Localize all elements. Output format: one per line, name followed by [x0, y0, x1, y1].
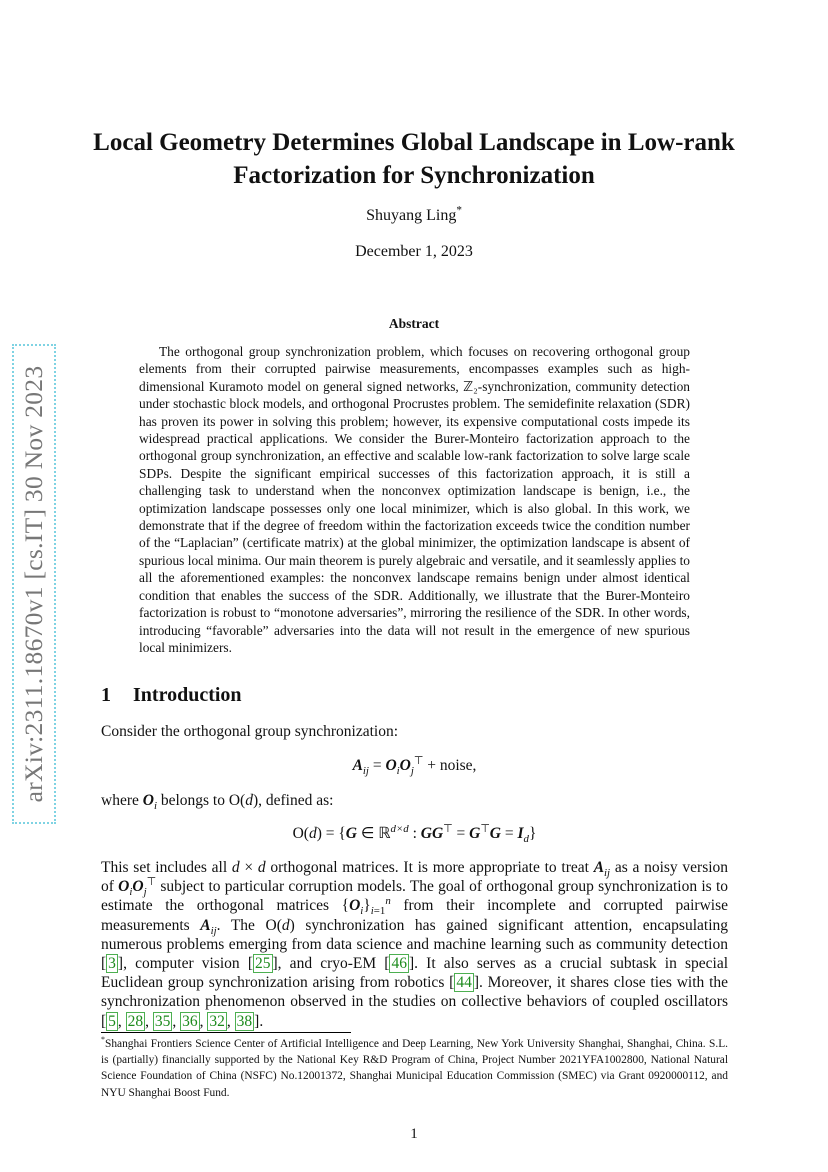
p1-f: . The O(: [216, 916, 282, 934]
author-line: [0, 204, 828, 225]
p1-d: subject to particular corruption models. The goal of orthogonal group synchronization is to estimate the orthogonal matrices: [101, 878, 728, 915]
where-clause: where $O_i$ belongs to O(d), defined as:: [101, 792, 334, 813]
abstract-body: [139, 343, 690, 656]
abstract-text: The orthogonal group synchronization problem, which focuses on recovering orthogonal group elements from their corrupted pairwise measurements, encompasses examples such as high-dimensional Kuramoto model on general signed networks, ℤ₂-synchronization, community detection under stochastic block models, and orthogonal Procrustes problem. The semidefinite relaxation (SDR) has proven its power in solving this problem; however, its expensive computational costs impede its widespread practical applications. We consider the Burer-Monteiro factorization approach to the orthogonal group synchronization, an effective and scalable low-rank factorization to solve large scale SDPs. Despite the significant empirical successes of this factorization approach, it is still a challenging task to understand when the nonconvex optimization landscape is benign, i.e., the optimization landscape possesses only one local minimizer, which is also global. In this work, we demonstrate that if the degree of freedom within the factorization exceeds twice the condition number of the “Laplacian” (certificate matrix) at the global minimizer, the optimization landscape is absent of spurious local minima. Our main theorem is purely algebraic and versatile, and it seamlessly applies to all the aforementioned examples: the nonconvex landscape remains benign under almost identical condition that enables the success of the SDR. Additionally, we illustrate that the Burer-Monteiro factorization is robust to “monotone adversaries”, mirroring the resilience of the SDR. In other words, introducing “favorable” adversaries into the data will not result in the emergence of new spurious local minimizers.: [139, 344, 690, 655]
equation-noise-term: + noise,: [427, 757, 477, 774]
footnote-text: Shanghai Frontiers Science Center of Artificial Intelligence and Deep Learning, New York University Shanghai, Shanghai, China. S.L. is (partially) financially supported by the National Key R&D Program of China, Project Number 2021YFA1002800, National Natural Science Foundation of China (NSFC) No.12001372, Shanghai Municipal Education Commission (SMEC) via Grant 0920000112, and NYU Shanghai Boost Fund.: [101, 1038, 728, 1099]
citation-link[interactable]: 25: [255, 955, 271, 973]
section-title: Introduction: [133, 684, 242, 706]
citation-link[interactable]: 28: [127, 1012, 144, 1030]
citation-link[interactable]: 3: [108, 955, 116, 973]
citation-link[interactable]: 44: [456, 974, 472, 992]
equation-orthogonal-group: O(d) = {G ∈ ℝ$^{d\times d}$ : $GG^⊤ = G^⊤G = I_d$}: [292, 822, 537, 846]
author-name: Shuyang Ling: [366, 207, 457, 224]
arxiv-identifier[interactable]: arXiv:2311.18670v1 [cs.IT] 30 Nov 2023: [19, 365, 48, 803]
citation-link[interactable]: 46: [391, 955, 407, 973]
footnote-rule: [101, 1032, 351, 1033]
arxiv-sidebar-stamp[interactable]: [12, 344, 56, 824]
p1-h: , computer vision: [123, 955, 240, 973]
citation-link[interactable]: 36: [182, 1012, 198, 1030]
p1-j: . It also serves as a crucial subtask in special Euclidean group synchronization arising from robotics: [101, 955, 729, 992]
p1-a: This set includes all: [101, 859, 228, 876]
p1-c: as a noisy version of: [101, 859, 729, 896]
intro-paragraph: This set includes all d × d orthogonal matrices. It is more appropriate to treat $A_{ij}$ as a noisy version of $O_iO_j^⊤$ subject to particular corruption models. The goal of orthogonal group synchronization is to estimate the orthogonal matrices $\{O_i\}_{i=1}^n$ from their incomplete and corrupted pairwise measurements $A_{ij}$. The O(d) synchronization has gained significant attention, encapsulating numerous problems emerging from data science and machine learning such as community detection [ 3 ], computer vision [ 25 ], and cryo-EM [ 46 ]. It also serves as a crucial subtask in special Euclidean group synchronization arising from robotics [ 44 ]. Moreover, it shares close ties with the synchronization phenomenon observed in the studies on collective behaviors of coupled oscillators [ 5 , 28 , 35 , 36 , 32 , 38 ].: [101, 859, 729, 1030]
citation-link[interactable]: 35: [154, 1012, 171, 1030]
p1-g: ) synchronization has gained significant attention, encapsulating numerous problems emerging from data science and machine learning such as community detection: [101, 916, 728, 953]
where-belongs: belongs to O(: [160, 792, 246, 809]
citation-link[interactable]: 5: [108, 1012, 116, 1030]
p1-i: , and cryo-EM: [277, 955, 377, 973]
citation-link[interactable]: 32: [209, 1012, 225, 1030]
where-defined: ), defined as:: [252, 792, 334, 809]
p1-k: . Moreover, it shares close ties with the synchronization phenomenon observed in the studies on collective behaviors of coupled oscillators: [101, 974, 729, 1011]
author-footnote-mark[interactable]: *: [456, 204, 462, 217]
abstract-heading: Abstract: [388, 316, 440, 331]
section-heading: [101, 684, 242, 707]
section-number: 1: [101, 684, 111, 706]
citation-link[interactable]: 38: [236, 1012, 253, 1030]
p1-b: orthogonal matrices. It is more appropriate to treat: [270, 859, 589, 876]
intro-sentence: Consider the orthogonal group synchronization:: [101, 723, 399, 740]
page-number: 1: [410, 1126, 418, 1142]
p1-e: from their incomplete and corrupted pairwise measurements: [101, 897, 728, 934]
footnote-mark: *: [101, 1035, 105, 1045]
paper-date: December 1, 2023: [355, 243, 473, 260]
where-word: where: [101, 792, 139, 809]
footnote: [101, 1036, 728, 1101]
paper-title: Local Geometry Determines Global Landscape in Low-rank Factorization for Synchronization: [93, 129, 735, 189]
equation-synchronization-model: $A_{ij} = O_iO_j^⊤$ + noise,: [352, 754, 477, 778]
